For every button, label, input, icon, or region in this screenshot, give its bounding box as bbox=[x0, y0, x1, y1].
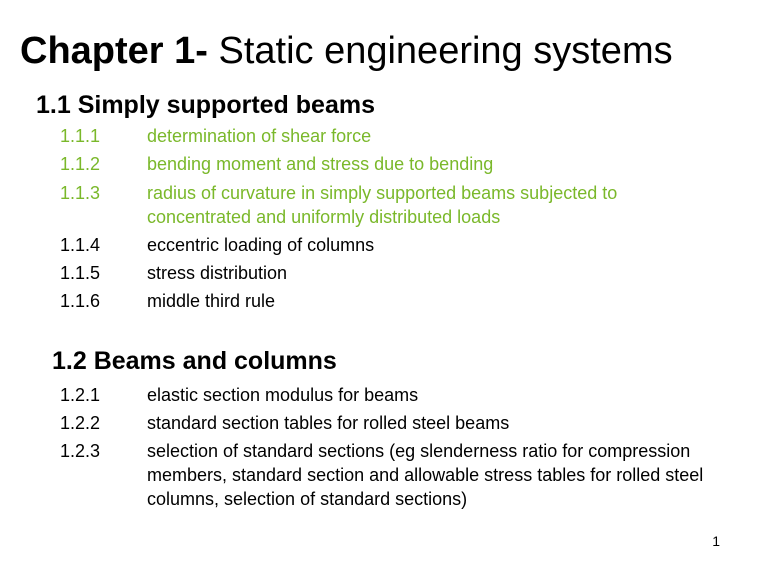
item-text: middle third rule bbox=[147, 291, 276, 311]
item-text: elastic section modulus for beams bbox=[147, 385, 419, 405]
title-chapter: Chapter 1- bbox=[20, 30, 208, 72]
item-text: standard section tables for rolled steel beams bbox=[147, 413, 510, 433]
list-item-1-2-2 bbox=[60, 411, 707, 435]
list-item-1-2-3 bbox=[60, 439, 707, 511]
list-item-1-1-4 bbox=[60, 233, 707, 257]
slide-title bbox=[20, 28, 673, 74]
item-text: stress distribution bbox=[147, 263, 288, 283]
item-text: bending moment and stress due to bending bbox=[147, 154, 494, 174]
list-item-1-2-1 bbox=[60, 383, 707, 407]
list-item-1-1-2 bbox=[60, 152, 707, 176]
item-number: 1.2.2 bbox=[60, 413, 101, 433]
item-text: determination of shear force bbox=[147, 126, 372, 146]
item-number: 1.2.1 bbox=[60, 385, 101, 405]
item-number: 1.1.2 bbox=[60, 154, 101, 174]
item-text: radius of curvature in simply supported beams subjected to concentrated and uniformly distributed loads bbox=[147, 183, 618, 227]
list-item-1-1-1 bbox=[60, 124, 707, 148]
list-item-1-1-3 bbox=[60, 181, 707, 229]
list-item-1-1-6 bbox=[60, 289, 707, 313]
item-number: 1.1.3 bbox=[60, 183, 101, 203]
item-number: 1.1.1 bbox=[60, 126, 101, 146]
page-number: 1 bbox=[712, 533, 720, 549]
title-subject: Static engineering systems bbox=[218, 30, 673, 72]
item-number: 1.1.4 bbox=[60, 235, 101, 255]
item-number: 1.2.3 bbox=[60, 441, 101, 461]
item-text: selection of standard sections (eg slenderness ratio for compression members, standard section and allowable stress tables for rolled steel columns, selection of standard sections) bbox=[147, 441, 704, 509]
section-heading-simply-supported-beams: 1.1 Simply supported beams bbox=[36, 91, 375, 119]
item-number: 1.1.5 bbox=[60, 263, 101, 283]
item-number: 1.1.6 bbox=[60, 291, 101, 311]
section-heading-beams-and-columns: 1.2 Beams and columns bbox=[52, 347, 337, 375]
item-text: eccentric loading of columns bbox=[147, 235, 375, 255]
list-item-1-1-5 bbox=[60, 261, 707, 285]
